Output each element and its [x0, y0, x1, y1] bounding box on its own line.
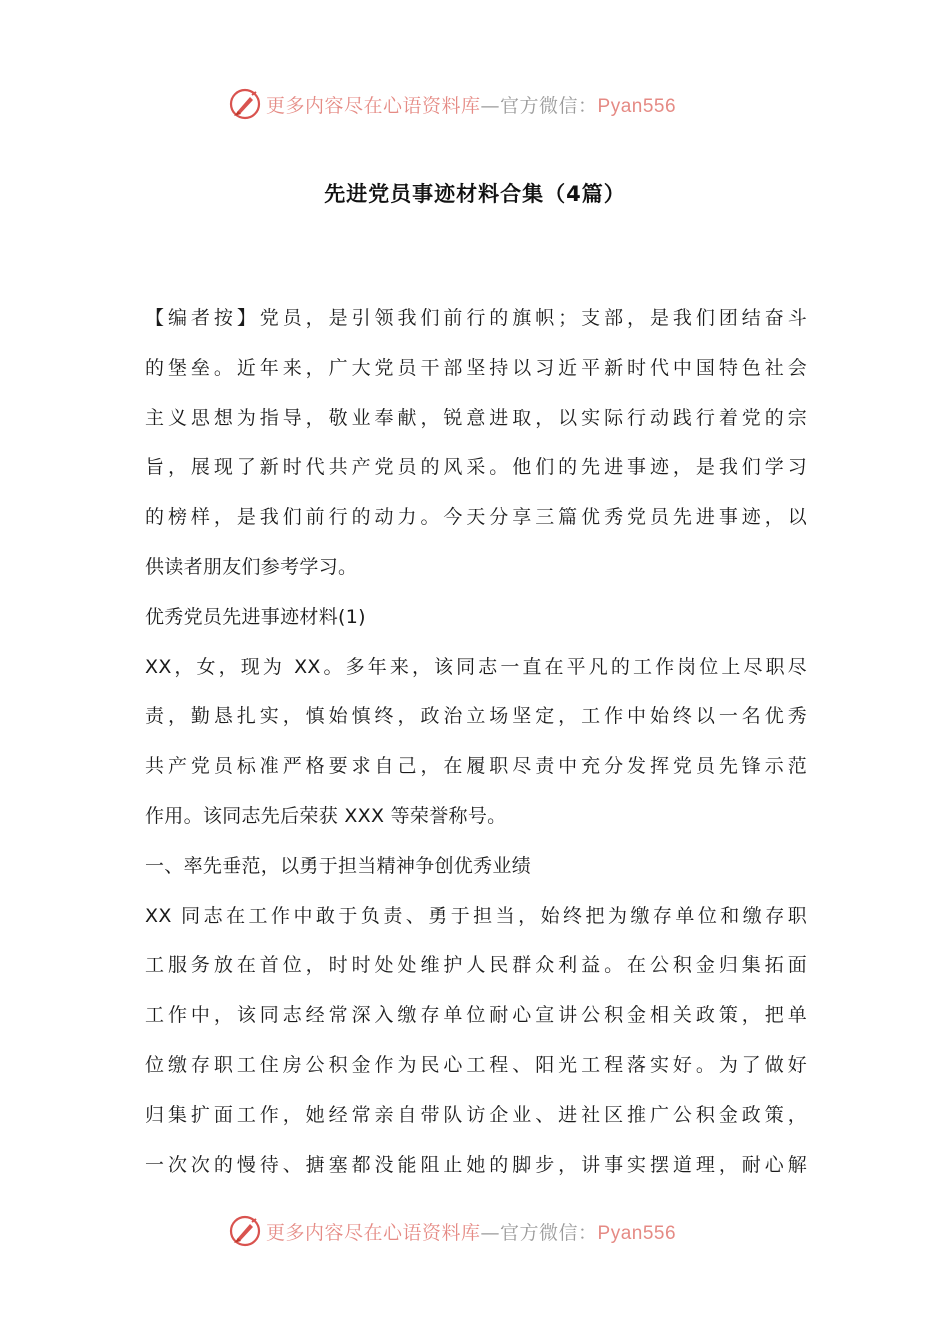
text-line: 主义思想为指导，敬业奉献，锐意进取，以实际行动践行着党的宗	[145, 406, 807, 429]
watermark-separator: —官方微信：	[480, 94, 598, 117]
text-line: 供读者朋友们参考学习。	[145, 555, 358, 578]
text-line: 的榜样，是我们前行的动力。今天分享三篇优秀党员先进事迹，以	[145, 506, 807, 529]
subsection-heading: 一、率先垂范，以勇于担当精神争创优秀业绩	[145, 854, 532, 877]
text-line: 的堡垒。近年来，广大党员干部坚持以习近平新时代中国特色社会	[145, 356, 807, 379]
watermark-text	[266, 91, 676, 118]
text-line: 作用。该同志先后荣获 XXX 等荣誉称号。	[145, 804, 507, 827]
text-line: 共产党员标准严格要求自己，在履职尽责中充分发挥党员先锋示范	[145, 755, 807, 778]
text-line: XX，女，现为 XX。多年来，该同志一直在平凡的工作岗位上尽职尽	[145, 655, 807, 678]
text-line: 【编者按】党员，是引领我们前行的旗帜；支部，是我们团结奋斗	[145, 307, 807, 329]
text-line: 工作中，该同志经常深入缴存单位耐心宣讲公积金相关政策，把单	[145, 1004, 807, 1027]
text-line: 责，勤恳扎实，慎始慎终，政治立场坚定，工作中始终以一名优秀	[145, 705, 807, 728]
watermark-wechat-id: Pyan556	[597, 1222, 677, 1244]
watermark-separator: —官方微信：	[480, 1221, 598, 1244]
text-line: 位缴存职工住房公积金作为民心工程、阳光工程落实好。为了做好	[145, 1053, 807, 1076]
watermark-wechat-id: Pyan556	[597, 95, 677, 117]
footer-watermark	[228, 1211, 748, 1251]
section-heading: 优秀党员先进事迹材料(1)	[145, 605, 366, 628]
text-line: 旨，展现了新时代共产党员的风采。他们的先进事迹，是我们学习	[145, 456, 807, 479]
pen-logo-icon	[228, 1214, 262, 1248]
text-line: 一次次的慢待、搪塞都没能阻止她的脚步，讲事实摆道理，耐心解	[145, 1153, 807, 1176]
watermark-site: 更多内容尽在心语资料库	[266, 1221, 481, 1244]
watermark-site: 更多内容尽在心语资料库	[266, 94, 481, 117]
header-watermark	[228, 84, 748, 124]
text-line: 归集扩面工作，她经常亲自带队访企业、进社区推广公积金政策，	[145, 1103, 807, 1126]
document-title: 先进党员事迹材料合集（4篇）	[324, 182, 626, 206]
watermark-text	[266, 1218, 676, 1245]
text-line: 工服务放在首位，时时处处维护人民群众利益。在公积金归集拓面	[145, 954, 807, 977]
document-body	[145, 294, 807, 1190]
pen-logo-icon	[228, 87, 262, 121]
text-line: XX 同志在工作中敢于负责、勇于担当，始终把为缴存单位和缴存职	[145, 904, 807, 927]
